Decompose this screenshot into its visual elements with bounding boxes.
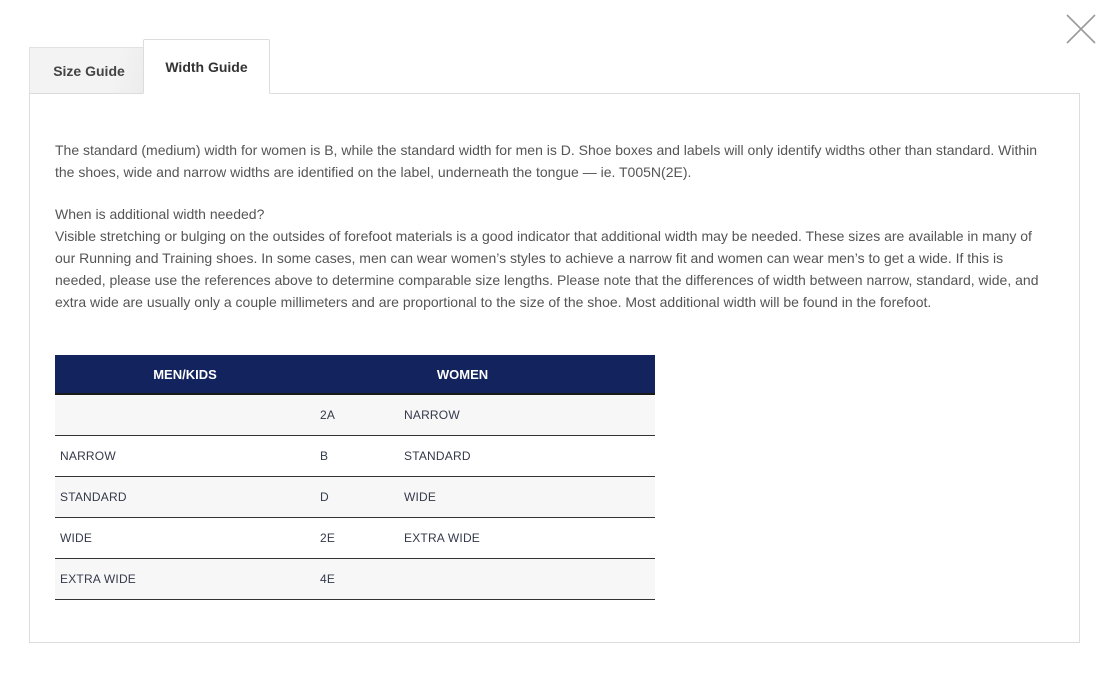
additional-width-heading: When is additional width needed?: [55, 206, 265, 222]
men-width-cell: STANDARD: [55, 477, 315, 518]
width-code-cell: 2E: [315, 518, 399, 559]
close-button[interactable]: [1064, 12, 1098, 46]
men-width-cell: EXTRA WIDE: [55, 559, 315, 600]
width-code-cell: 2A: [315, 394, 399, 436]
tab-width-guide[interactable]: Width Guide: [143, 39, 270, 94]
width-table-container: [55, 355, 655, 600]
women-width-cell: WIDE: [399, 477, 655, 518]
standard-width-paragraph: The standard (medium) width for women is B, while the standard width for men is D. Shoe boxes and labels will only identify widths other than standard. Within the shoes, wide and narrow widths are identified on the label, underneath the tongue — ie. T005N(2E).: [55, 142, 1038, 180]
width-guide-panel: [29, 93, 1080, 643]
women-width-cell: NARROW: [399, 394, 655, 436]
header-code: [315, 355, 399, 394]
width-table: [55, 355, 655, 600]
header-men-kids: MEN/KIDS: [55, 355, 315, 394]
table-row: [55, 436, 655, 477]
width-guide-text: [55, 139, 1045, 313]
close-icon: [1064, 12, 1098, 46]
additional-width-paragraph: Visible stretching or bulging on the outsides of forefoot materials is a good indicator that additional width may be needed. These sizes are available in many of our Running and Training shoes. In some cases, men can wear women’s styles to achieve a narrow fit and women can wear men’s to get a wide. If this is needed, please use the references above to determine comparable size lengths. Please note that the differences of width between narrow, standard, wide, and extra wide are usually only a couple millimeters and are proportional to the size of the shoe. Most additional width will be found in the forefoot.: [55, 228, 1039, 310]
width-code-cell: D: [315, 477, 399, 518]
men-width-cell: WIDE: [55, 518, 315, 559]
tab-size-guide[interactable]: Size Guide: [29, 47, 149, 94]
width-code-cell: B: [315, 436, 399, 477]
women-width-cell: STANDARD: [399, 436, 655, 477]
table-row: [55, 518, 655, 559]
table-header-row: [55, 355, 655, 394]
table-row: [55, 394, 655, 436]
women-width-cell: [399, 559, 655, 600]
table-row: [55, 559, 655, 600]
men-width-cell: NARROW: [55, 436, 315, 477]
header-women: WOMEN: [399, 355, 655, 394]
width-code-cell: 4E: [315, 559, 399, 600]
table-row: [55, 477, 655, 518]
men-width-cell: [55, 394, 315, 436]
women-width-cell: EXTRA WIDE: [399, 518, 655, 559]
